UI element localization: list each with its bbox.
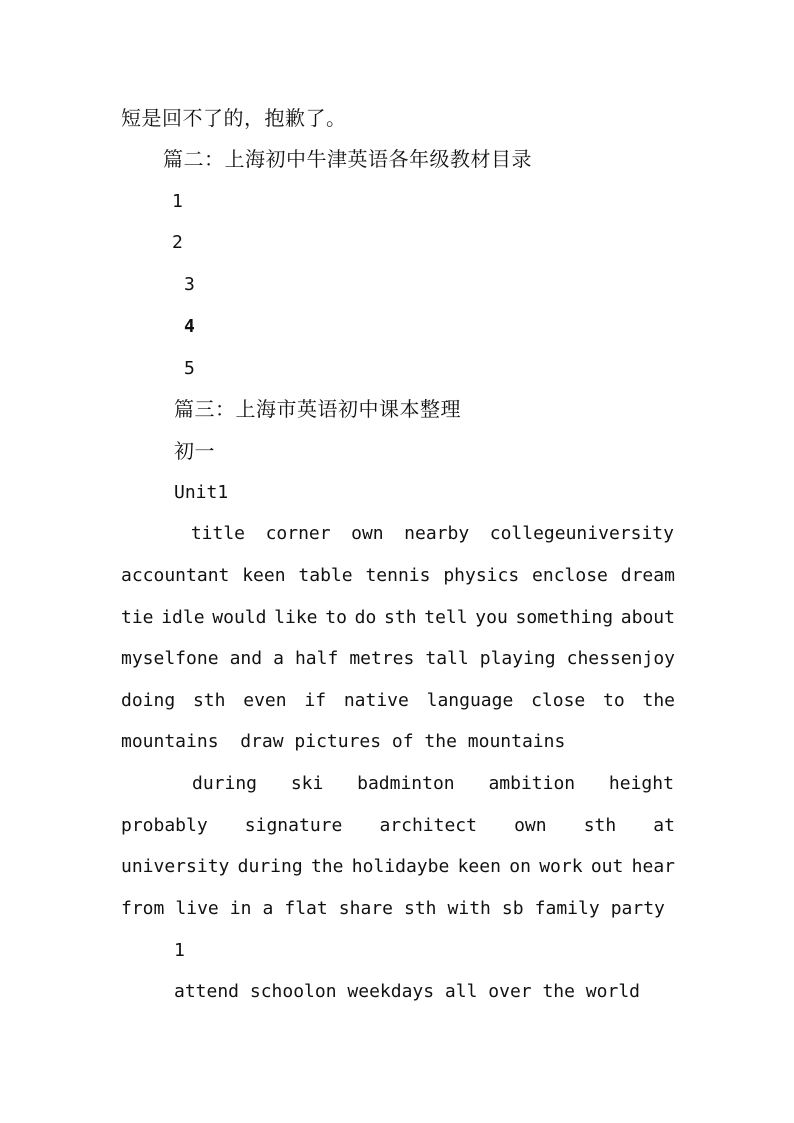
vocab-word: sb (501, 898, 524, 919)
vocab-word: title (180, 523, 246, 544)
vocab-word: about (620, 607, 675, 628)
vocab-line-4 (121, 647, 675, 671)
list-number-2: 2 (172, 232, 183, 253)
vocab-word: during (192, 773, 258, 794)
vocab-word: table (298, 565, 353, 586)
vocab-line-7 (192, 772, 674, 796)
vocab-word: party (610, 898, 665, 919)
vocab-word: keen (242, 565, 286, 586)
vocab-word: family (534, 898, 600, 919)
vocab-word: and (229, 648, 263, 669)
vocab-word: dream (620, 565, 675, 586)
grade-heading: 初一 (174, 439, 215, 463)
vocab-word: ski (290, 773, 324, 794)
vocab-word: tell (424, 607, 468, 628)
vocab-word: a (273, 648, 284, 669)
vocab-line-9 (121, 855, 675, 879)
vocab-word: share (338, 898, 393, 919)
vocab-word: during (237, 856, 303, 877)
vocab-word: even (243, 690, 287, 711)
list-number-4: 4 (184, 316, 195, 337)
vocab-word: holidaybe (351, 856, 450, 877)
list-number-3: 3 (184, 274, 195, 295)
vocab-word: tennis (365, 565, 431, 586)
vocab-word: do (354, 607, 377, 628)
vocab-word: you (475, 607, 508, 628)
vocab-word: doing (121, 690, 176, 711)
vocab-word: keen (457, 856, 501, 877)
vocab-word: tie (121, 607, 154, 628)
vocab-word: metres (349, 648, 415, 669)
vocab-line-2 (121, 564, 675, 588)
unit-heading: Unit1 (174, 482, 229, 503)
vocab-word: chessenjoy (566, 648, 675, 669)
vocab-word: with (447, 898, 491, 919)
vocab-word: idle (161, 607, 205, 628)
vocab-word: height (608, 773, 674, 794)
vocab-word: sth (583, 815, 617, 836)
vocab-word: close (531, 690, 586, 711)
vocab-line-1 (180, 522, 674, 546)
vocab-word: on (509, 856, 531, 877)
vocab-word: probably (121, 815, 208, 836)
vocab-line-3 (121, 606, 675, 630)
vocab-word: work (539, 856, 583, 877)
vocab-word: corner (265, 523, 331, 544)
vocab-word: out (590, 856, 624, 877)
vocab-word: if (304, 690, 327, 711)
vocab-word: sth (192, 690, 226, 711)
vocab-word: live (175, 898, 219, 919)
list-number-1: 1 (172, 191, 183, 212)
vocab-line-10 (121, 897, 665, 921)
vocab-word: half (294, 648, 339, 669)
vocab-word: collegeuniversity (489, 523, 674, 544)
page-number: 1 (174, 940, 185, 961)
vocab-line-6: mountains draw pictures of the mountains (121, 731, 566, 752)
vocab-word: the (642, 690, 675, 711)
vocab-word: in (229, 898, 252, 919)
vocab-word: tall (425, 648, 469, 669)
vocab-word: language (426, 690, 514, 711)
vocab-word: something (515, 607, 614, 628)
vocab-word: myselfone (121, 648, 219, 669)
vocab-word: signature (244, 815, 343, 836)
vocab-word: the (310, 856, 344, 877)
vocab-word: own (514, 815, 547, 836)
vocab-word: at (653, 815, 675, 836)
vocab-word: to (603, 690, 625, 711)
vocab-word: to (325, 607, 347, 628)
vocab-line-5 (121, 689, 675, 713)
vocab-word: ambition (488, 773, 576, 794)
section-heading-3: 篇三：上海市英语初中课本整理 (174, 397, 461, 421)
vocab-word: a (262, 898, 274, 919)
vocab-word: would (212, 607, 267, 628)
section-heading-2: 篇二：上海初中牛津英语各年级教材目录 (163, 147, 532, 171)
vocab-line-8 (121, 814, 675, 838)
list-number-5: 5 (184, 358, 195, 379)
vocab-word: university (121, 856, 230, 877)
vocab-word: nearby (404, 523, 470, 544)
vocab-word: physics (443, 565, 520, 586)
vocab-line-11: attend schoolon weekdays all over the world (174, 981, 640, 1002)
vocab-word: flat (284, 898, 328, 919)
vocab-word: playing (479, 648, 556, 669)
text-line-intro: 短是回不了的，抱歉了。 (121, 106, 347, 130)
vocab-word: sth (403, 898, 437, 919)
vocab-word: architect (379, 815, 477, 836)
vocab-word: hear (631, 856, 675, 877)
vocab-word: like (274, 607, 318, 628)
vocab-word: accountant (121, 565, 230, 586)
vocab-word: enclose (532, 565, 608, 586)
vocab-word: own (351, 523, 384, 544)
vocab-word: badminton (357, 773, 455, 794)
vocab-word: from (121, 898, 165, 919)
vocab-word: native (343, 690, 409, 711)
vocab-word: sth (384, 607, 417, 628)
